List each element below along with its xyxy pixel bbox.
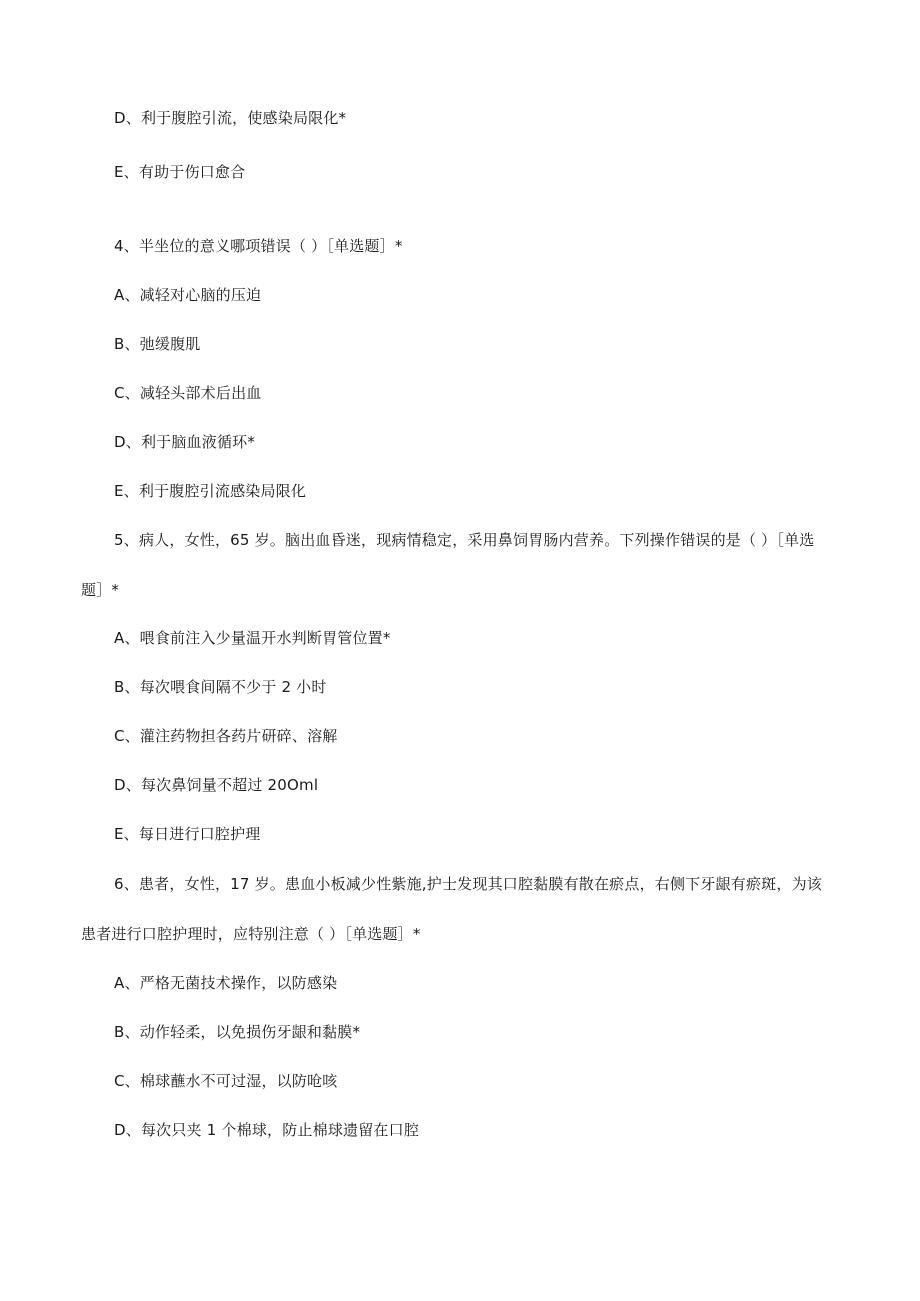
question-4-option-a: A、减轻对心脑的压迫	[114, 286, 262, 304]
question-4-option-d: D、利于脑血液循环*	[114, 433, 256, 451]
option-e: E、有助于伤口愈合	[114, 163, 246, 181]
question-5-option-a: A、喂食前注入少量温开水判断胃管位置*	[114, 629, 391, 647]
question-5-option-b: B、每次喂食间隔不少于 2 小时	[114, 678, 327, 696]
question-5-option-d: D、每次鼻饲量不超过 20Oml	[114, 776, 319, 794]
question-6-option-d: D、每次只夹 1 个棉球，防止棉球遗留在口腔	[114, 1121, 420, 1139]
question-6-stem: 6、患者，女性，17 岁。患血小板减少性紫施,护士发现其口腔黏膜有散在瘀点，右侧下牙龈有瘀斑，为该	[114, 875, 822, 893]
question-5-stem: 5、病人，女性，65 岁。脑出血昏迷，现病情稳定，采用鼻饲胃肠内营养。下列操作错误的是（ ）［单选	[114, 531, 815, 549]
option-d: D、利于腹腔引流，使感染局限化*	[114, 109, 347, 127]
question-6-option-c: C、棉球蘸水不可过湿，以防呛咳	[114, 1072, 338, 1090]
question-4-stem: 4、半坐位的意义哪项错误（ ）［单选题］*	[114, 237, 403, 255]
question-6-stem-continued: 患者进行口腔护理时，应特别注意（ ）［单选题］*	[81, 925, 421, 943]
question-4-option-b: B、弛缓腹肌	[114, 335, 201, 353]
question-5-stem-continued: 题］*	[81, 581, 120, 599]
question-6-option-b: B、动作轻柔，以免损伤牙龈和黏膜*	[114, 1023, 361, 1041]
question-5-option-c: C、灌注药物担各药片研碎、溶解	[114, 727, 338, 745]
question-4-option-c: C、减轻头部术后出血	[114, 384, 262, 402]
question-4-option-e: E、利于腹腔引流感染局限化	[114, 482, 307, 500]
question-5-option-e: E、每日进行口腔护理	[114, 825, 261, 843]
question-6-option-a: A、严格无菌技术操作，以防感染	[114, 974, 338, 992]
